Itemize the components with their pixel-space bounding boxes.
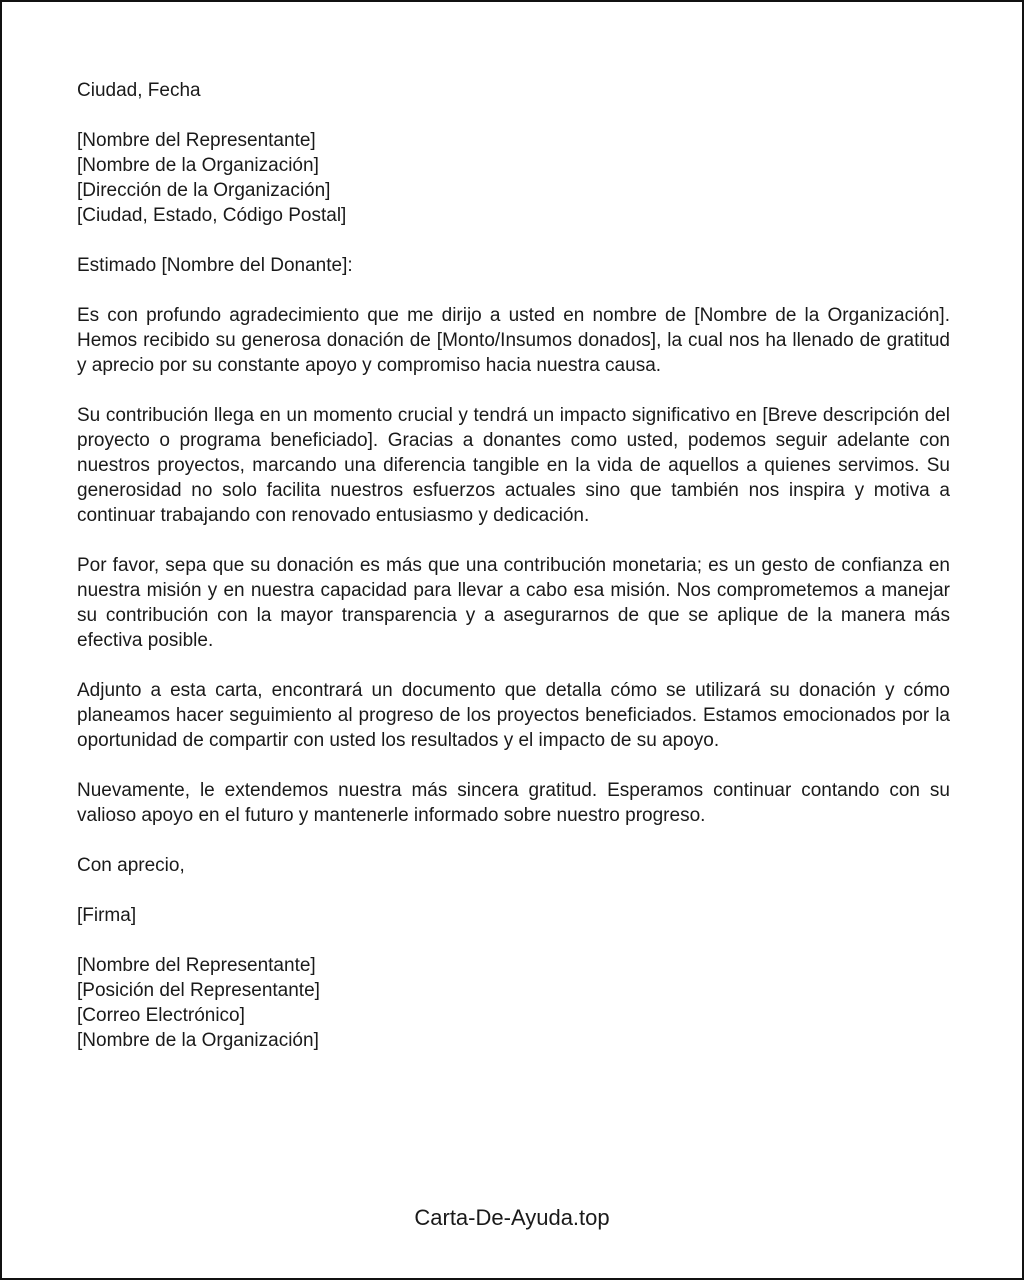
letter-body — [77, 78, 950, 1078]
paragraph-4: Adjunto a esta carta, encontrará un documento que detalla cómo se utilizará su donación y cómo planeamos hacer seguimiento al progreso de los proyectos beneficiados. Estamos emocionados por la oportunidad de compartir con usted los resultados y el impacto de su apoyo. — [77, 680, 950, 751]
footer-watermark: Carta-De-Ayuda.top — [414, 1205, 610, 1230]
paragraph-2: Su contribución llega en un momento crucial y tendrá un impacto significativo en [Breve descripción del proyecto o programa beneficiado]. Gracias a donantes como usted, podemos seguir adelante con nuestros proyectos, marcando una diferencia tangible en la vida de aquellos a quienes servimos. Su generosidad no solo facilita nuestros esfuerzos actuales sino que también nos inspira y motiva a continuar trabajando con renovado entusiasmo y dedicación. — [77, 405, 950, 526]
sender-details — [77, 953, 950, 1053]
greeting-text: Estimado [Nombre del Donante]: — [77, 255, 353, 276]
place-date-text: Ciudad, Fecha — [77, 80, 201, 101]
recipient-address — [77, 128, 950, 228]
paragraph-5: Nuevamente, le extendemos nuestra más sincera gratitud. Esperamos continuar contando con su valioso apoyo en el futuro y mantenerle informado sobre nuestro progreso. — [77, 780, 950, 826]
closing — [77, 853, 950, 878]
greeting — [77, 253, 950, 278]
recipient-name: [Nombre del Representante] — [77, 130, 316, 151]
recipient-organization: [Nombre de la Organización] — [77, 155, 319, 176]
signature — [77, 903, 950, 928]
signature-placeholder: [Firma] — [77, 905, 137, 926]
paragraph-1: Es con profundo agradecimiento que me dirijo a usted en nombre de [Nombre de la Organización]. Hemos recibido su generosa donación de [Monto/Insumos donados], la cual nos ha llenado de gratitud y aprecio por su constante apoyo y compromiso hacia nuestra causa. — [77, 305, 950, 376]
closing-text: Con aprecio, — [77, 855, 185, 876]
paragraph-3: Por favor, sepa que su donación es más que una contribución monetaria; es un gesto de confianza en nuestra misión y en nuestra capacidad para llevar a cabo esa misión. Nos comprometemos a manejar su contribución con la mayor transparencia y a asegurarnos de que se aplique de la manera más efectiva posible. — [77, 555, 950, 651]
sender-email: [Correo Electrónico] — [77, 1005, 245, 1026]
sender-organization: [Nombre de la Organización] — [77, 1030, 319, 1051]
place-date — [77, 78, 950, 103]
recipient-address-line: [Dirección de la Organización] — [77, 180, 331, 201]
sender-name: [Nombre del Representante] — [77, 955, 316, 976]
sender-position: [Posición del Representante] — [77, 980, 320, 1001]
recipient-city-state-zip: [Ciudad, Estado, Código Postal] — [77, 205, 347, 226]
